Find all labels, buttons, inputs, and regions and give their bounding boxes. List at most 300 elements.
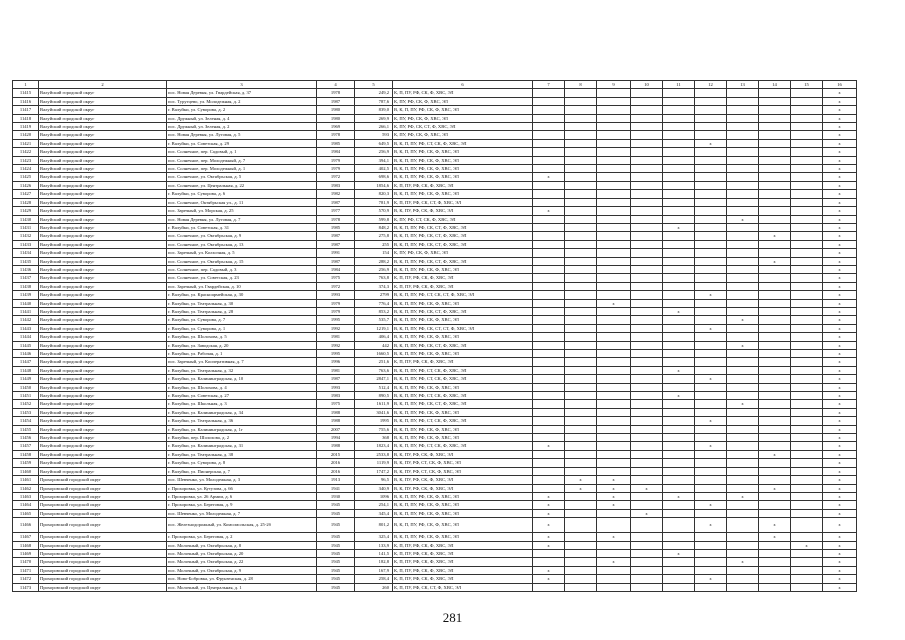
flag-8-cell — [565, 291, 597, 299]
district-cell: Валуйский городской округ — [39, 417, 167, 425]
record-number-cell: 11437 — [13, 274, 39, 282]
structural-elements-cell: К, ПУ, РФ, СК, Ф, ХВС, ЭЛ — [393, 97, 533, 105]
flag-7-cell — [533, 249, 565, 257]
table-row — [13, 518, 857, 533]
record-number-cell: 11466 — [13, 518, 39, 533]
structural-elements-cell: В, К, П, ПУ, РФ, СК, Ф, ХВС, ЭЛ — [393, 299, 533, 307]
flag-11-cell — [663, 232, 695, 240]
structural-elements-cell: В, К, П, ПУ, РФ, СТ, СК, Ф, ХВС, ЭЛ — [393, 366, 533, 374]
flag-16-cell: x — [823, 265, 857, 273]
district-cell: Прохоровский городской округ — [39, 484, 167, 492]
flag-11-cell: x — [663, 307, 695, 315]
table-row — [13, 207, 857, 215]
flag-12-cell — [695, 566, 727, 574]
area-cell: 1995 — [355, 417, 393, 425]
area-cell: 406,4 — [355, 333, 393, 341]
flag-16-cell: x — [823, 350, 857, 358]
flag-7-cell — [533, 139, 565, 147]
area-cell: 345,4 — [355, 509, 393, 517]
record-number-cell: 11453 — [13, 408, 39, 416]
flag-9-cell — [597, 417, 631, 425]
record-number-cell: 11448 — [13, 366, 39, 374]
flag-12-cell — [695, 533, 727, 541]
flag-13-cell — [727, 190, 759, 198]
structural-elements-cell: В, К, П, ПУ, РФ, СК, СТ, Ф, ХВС, ЭЛ — [393, 400, 533, 408]
record-number-cell: 11429 — [13, 207, 39, 215]
flag-13-cell — [727, 106, 759, 114]
address-cell: пос. Солнечное, ул. Октябрьская, д. 5 — [167, 173, 317, 181]
flag-7-cell — [533, 307, 565, 315]
structural-elements-cell: К, П, ПУ, РФ, СК, Ф, ХВС, ЭЛ — [393, 89, 533, 97]
flag-13-cell — [727, 358, 759, 366]
area-cell: 570,9 — [355, 207, 393, 215]
flag-13-cell — [727, 131, 759, 139]
year-built-cell: 1984 — [317, 265, 355, 273]
district-cell: Прохоровский городской округ — [39, 476, 167, 484]
area-cell: 254,1 — [355, 501, 393, 509]
flag-12-cell — [695, 541, 727, 549]
address-cell: пос. Заречный, ул. Колхозная, д. 5 — [167, 249, 317, 257]
record-number-cell: 11468 — [13, 541, 39, 549]
flag-12-cell — [695, 207, 727, 215]
flag-8-cell — [565, 501, 597, 509]
table-row — [13, 375, 857, 383]
year-built-cell: 1991 — [317, 249, 355, 257]
flag-15-cell — [791, 509, 823, 517]
area-cell: 2799 — [355, 291, 393, 299]
flag-12-cell: x — [695, 501, 727, 509]
flag-7-cell — [533, 282, 565, 290]
flag-14-cell — [759, 282, 791, 290]
district-cell: Валуйский городской округ — [39, 459, 167, 467]
flag-10-cell — [631, 165, 663, 173]
address-cell: г. Валуйки, ул. Шолохова, д. 4 — [167, 383, 317, 391]
flag-16-cell: x — [823, 333, 857, 341]
area-cell: 1747,2 — [355, 467, 393, 475]
table-row — [13, 139, 857, 147]
flag-16-cell: x — [823, 165, 857, 173]
structural-elements-cell: К, ПУ, РФ, СК, Ф, ХВС, ЭЛ — [393, 131, 533, 139]
flag-16-cell: x — [823, 240, 857, 248]
address-cell: пос. Шевченко, ул. Молодежная, д. 7 — [167, 509, 317, 517]
flag-10-cell — [631, 123, 663, 131]
flag-11-cell — [663, 434, 695, 442]
year-built-cell: 1992 — [317, 341, 355, 349]
area-cell: 2847,1 — [355, 375, 393, 383]
flag-14-cell — [759, 417, 791, 425]
flag-11-cell — [663, 265, 695, 273]
flag-11-cell — [663, 358, 695, 366]
flag-11-cell: x — [663, 549, 695, 557]
year-built-cell: 1985 — [317, 139, 355, 147]
flag-10-cell — [631, 333, 663, 341]
record-number-cell: 11458 — [13, 450, 39, 458]
flag-16-cell: x — [823, 291, 857, 299]
record-number-cell: 11421 — [13, 139, 39, 147]
flag-15-cell — [791, 181, 823, 189]
flag-9-cell — [597, 190, 631, 198]
flag-9-cell: x — [597, 501, 631, 509]
structural-elements-cell: В, К, П, ПУ, РФ, СТ, СК, Ф, ХВС, ЭЛ — [393, 139, 533, 147]
area-cell: 340,9 — [355, 484, 393, 492]
flag-15-cell — [791, 434, 823, 442]
record-number-cell: 11470 — [13, 558, 39, 566]
flag-10-cell — [631, 232, 663, 240]
flag-9-cell — [597, 139, 631, 147]
area-cell: 820,3 — [355, 190, 393, 198]
flag-12-cell — [695, 265, 727, 273]
flag-7-cell — [533, 291, 565, 299]
area-cell: 755,6 — [355, 425, 393, 433]
flag-11-cell — [663, 350, 695, 358]
area-cell: 776,4 — [355, 299, 393, 307]
structural-elements-cell: В, К, П, ПУ, РФ, СК, Ф, ХВС, ЭЛ — [393, 509, 533, 517]
structural-elements-cell: В, К, П, ПУ, РФ, СК, СТ, Ф, ХВС, ЭЛ — [393, 257, 533, 265]
flag-13-cell — [727, 350, 759, 358]
flag-14-cell — [759, 541, 791, 549]
flag-15-cell — [791, 459, 823, 467]
flag-8-cell — [565, 240, 597, 248]
flag-15-cell — [791, 476, 823, 484]
flag-11-cell — [663, 299, 695, 307]
flag-11-cell — [663, 467, 695, 475]
flag-11-cell — [663, 123, 695, 131]
flag-12-cell: x — [695, 139, 727, 147]
flag-13-cell — [727, 173, 759, 181]
district-cell: Валуйский городской округ — [39, 215, 167, 223]
flag-12-cell — [695, 232, 727, 240]
flag-10-cell: x — [631, 509, 663, 517]
address-cell: г. Валуйки, ул. Калининградская, д. 34 — [167, 408, 317, 416]
flag-9-cell — [597, 442, 631, 450]
flag-8-cell — [565, 265, 597, 273]
flag-8-cell — [565, 425, 597, 433]
district-cell: Прохоровский городской округ — [39, 566, 167, 574]
year-built-cell: 1987 — [317, 97, 355, 105]
flag-11-cell — [663, 459, 695, 467]
column-number-6: 6 — [393, 81, 533, 89]
table-row — [13, 484, 857, 492]
flag-10-cell — [631, 249, 663, 257]
record-number-cell: 11469 — [13, 549, 39, 557]
address-cell: пос. Молочный, ул. Октябрьская, д. 22 — [167, 558, 317, 566]
flag-13-cell — [727, 533, 759, 541]
flag-12-cell — [695, 484, 727, 492]
area-cell: 249,2 — [355, 89, 393, 97]
flag-12-cell — [695, 316, 727, 324]
flag-15-cell — [791, 442, 823, 450]
flag-10-cell — [631, 181, 663, 189]
flag-9-cell — [597, 341, 631, 349]
district-cell: Прохоровский городской округ — [39, 558, 167, 566]
flag-8-cell — [565, 307, 597, 315]
address-cell: пос. Молочный, ул. Октябрьская, д. 9 — [167, 566, 317, 574]
flag-14-cell — [759, 425, 791, 433]
flag-16-cell: x — [823, 299, 857, 307]
flag-10-cell — [631, 215, 663, 223]
flag-7-cell — [533, 383, 565, 391]
flag-12-cell — [695, 425, 727, 433]
address-cell: пос. Новая Деревня, ул. Луговая, д. 5 — [167, 131, 317, 139]
table-row — [13, 442, 857, 450]
flag-10-cell — [631, 518, 663, 533]
area-cell: 374,3 — [355, 282, 393, 290]
structural-elements-cell: В, К, ПУ, РФ, СТ, СК, Ф, ХВС, ЭЛ — [393, 459, 533, 467]
flag-12-cell — [695, 97, 727, 105]
flag-13-cell — [727, 299, 759, 307]
table-row — [13, 198, 857, 206]
flag-10-cell — [631, 341, 663, 349]
flag-12-cell — [695, 434, 727, 442]
flag-16-cell: x — [823, 533, 857, 541]
area-cell: 269,9 — [355, 114, 393, 122]
flag-13-cell — [727, 223, 759, 231]
district-cell: Валуйский городской округ — [39, 450, 167, 458]
address-cell: пос. Солнечное, пер. Молодежный, д. 7 — [167, 156, 317, 164]
flag-14-cell — [759, 240, 791, 248]
area-cell: 853,2 — [355, 307, 393, 315]
year-built-cell: 2015 — [317, 450, 355, 458]
structural-elements-cell: В, К, П, ПУ, РФ, СК, Ф, ХВС, ЭЛ — [393, 434, 533, 442]
table-row — [13, 575, 857, 583]
area-cell: 275,8 — [355, 232, 393, 240]
year-built-cell: 1977 — [317, 207, 355, 215]
flag-8-cell — [565, 533, 597, 541]
flag-16-cell: x — [823, 131, 857, 139]
flag-10-cell — [631, 408, 663, 416]
district-cell: Валуйский городской округ — [39, 324, 167, 332]
flag-7-cell — [533, 408, 565, 416]
flag-8-cell — [565, 156, 597, 164]
address-cell: г. Валуйки, ул. Театральная, д. 30 — [167, 299, 317, 307]
structural-elements-cell: К, П, ПУ, РФ, СК, Ф, ХВС, ЭЛ — [393, 549, 533, 557]
flag-9-cell — [597, 249, 631, 257]
record-number-cell: 11422 — [13, 148, 39, 156]
structural-elements-cell: К, ПУ, РФ, СК, Ф, ХВС, ЭЛ — [393, 249, 533, 257]
flag-10-cell — [631, 131, 663, 139]
flag-14-cell — [759, 566, 791, 574]
table-row — [13, 240, 857, 248]
flag-15-cell — [791, 89, 823, 97]
flag-13-cell — [727, 566, 759, 574]
flag-13-cell — [727, 156, 759, 164]
flag-14-cell — [759, 383, 791, 391]
flag-16-cell: x — [823, 173, 857, 181]
year-built-cell: 1945 — [317, 558, 355, 566]
flag-13-cell — [727, 274, 759, 282]
flag-12-cell: x — [695, 417, 727, 425]
flag-11-cell: x — [663, 223, 695, 231]
table-row — [13, 350, 857, 358]
flag-14-cell — [759, 291, 791, 299]
district-cell: Прохоровский городской округ — [39, 549, 167, 557]
flag-10-cell — [631, 541, 663, 549]
flag-10-cell — [631, 383, 663, 391]
flag-8-cell — [565, 442, 597, 450]
flag-10-cell — [631, 575, 663, 583]
address-cell: г. Прохоровка, ул. 26 Армии, д. 6 — [167, 492, 317, 500]
year-built-cell: 1979 — [317, 165, 355, 173]
year-built-cell: 1988 — [317, 417, 355, 425]
flag-11-cell — [663, 249, 695, 257]
flag-12-cell — [695, 350, 727, 358]
flag-14-cell — [759, 501, 791, 509]
flag-14-cell — [759, 97, 791, 105]
flag-16-cell: x — [823, 566, 857, 574]
table-row — [13, 181, 857, 189]
flag-13-cell — [727, 232, 759, 240]
flag-15-cell — [791, 215, 823, 223]
table-row — [13, 173, 857, 181]
flag-12-cell — [695, 392, 727, 400]
flag-10-cell — [631, 307, 663, 315]
record-number-cell: 11472 — [13, 575, 39, 583]
flag-9-cell — [597, 459, 631, 467]
flag-16-cell: x — [823, 459, 857, 467]
flag-15-cell — [791, 575, 823, 583]
flag-9-cell — [597, 333, 631, 341]
flag-11-cell — [663, 139, 695, 147]
flag-14-cell — [759, 215, 791, 223]
flag-7-cell: x — [533, 575, 565, 583]
flag-15-cell — [791, 223, 823, 231]
year-built-cell: 1972 — [317, 282, 355, 290]
flag-16-cell: x — [823, 583, 857, 591]
structural-elements-cell: В, К, П, ПУ, РФ, СК, СТ, Ф, ХВС, ЭЛ — [393, 341, 533, 349]
flag-16-cell: x — [823, 307, 857, 315]
flag-16-cell: x — [823, 425, 857, 433]
flag-8-cell — [565, 549, 597, 557]
structural-elements-cell: В, К, П, ПУ, РФ, СТ, СК, Ф, ХВС, ЭЛ — [393, 392, 533, 400]
flag-9-cell — [597, 575, 631, 583]
flag-13-cell: x — [727, 341, 759, 349]
flag-10-cell — [631, 156, 663, 164]
year-built-cell: 1988 — [317, 442, 355, 450]
area-cell: 154 — [355, 249, 393, 257]
flag-7-cell: x — [533, 518, 565, 533]
flag-13-cell — [727, 476, 759, 484]
flag-14-cell: x — [759, 533, 791, 541]
flag-11-cell — [663, 131, 695, 139]
record-number-cell: 11418 — [13, 114, 39, 122]
table-row — [13, 417, 857, 425]
area-cell: 133,9 — [355, 541, 393, 549]
district-cell: Валуйский городской округ — [39, 232, 167, 240]
flag-16-cell: x — [823, 575, 857, 583]
address-cell: г. Валуйки, ул. Заводская, д. 20 — [167, 341, 317, 349]
area-cell: 787,6 — [355, 97, 393, 105]
flag-7-cell — [533, 97, 565, 105]
page-number: 281 — [442, 610, 463, 625]
structural-elements-cell: В, К, П, ПУ, РФ, СК, Ф, ХВС, ЭЛ — [393, 316, 533, 324]
flag-10-cell — [631, 114, 663, 122]
flag-9-cell — [597, 223, 631, 231]
structural-elements-cell: В, К, ПУ, РФ, СТ, СК, Ф, ХВС, ЭЛ — [393, 467, 533, 475]
flag-7-cell — [533, 114, 565, 122]
column-number-4: 4 — [317, 81, 355, 89]
flag-11-cell — [663, 257, 695, 265]
flag-8-cell — [565, 139, 597, 147]
record-number-cell: 11419 — [13, 123, 39, 131]
record-number-cell: 11440 — [13, 299, 39, 307]
area-cell: 1823,4 — [355, 442, 393, 450]
table-row — [13, 307, 857, 315]
area-cell: 848,2 — [355, 223, 393, 231]
flag-14-cell — [759, 509, 791, 517]
flag-7-cell — [533, 450, 565, 458]
table-row — [13, 425, 857, 433]
area-cell: 256,9 — [355, 265, 393, 273]
flag-12-cell — [695, 509, 727, 517]
table-row — [13, 257, 857, 265]
flag-14-cell — [759, 476, 791, 484]
flag-15-cell — [791, 484, 823, 492]
table-row — [13, 89, 857, 97]
flag-9-cell — [597, 392, 631, 400]
flag-15-cell — [791, 400, 823, 408]
record-number-cell: 11462 — [13, 484, 39, 492]
flag-8-cell — [565, 249, 597, 257]
flag-15-cell — [791, 341, 823, 349]
flag-11-cell — [663, 181, 695, 189]
address-cell: г. Валуйки, ул. Суворова, д. 2 — [167, 106, 317, 114]
structural-elements-cell: В, К, П, ПУ, РФ, СК, Ф, ХВС, ЭЛ — [393, 173, 533, 181]
year-built-cell: 2016 — [317, 459, 355, 467]
flag-7-cell — [533, 131, 565, 139]
table-row — [13, 541, 857, 549]
address-cell: г. Валуйки, ул. Театральная, д. 32 — [167, 366, 317, 374]
district-cell: Валуйский городской округ — [39, 392, 167, 400]
record-number-cell: 11454 — [13, 417, 39, 425]
structural-elements-cell: К, П, ПУ, РФ, СК, Ф, ХВС, ЭЛ — [393, 274, 533, 282]
flag-14-cell — [759, 583, 791, 591]
flag-7-cell — [533, 324, 565, 332]
flag-14-cell — [759, 492, 791, 500]
district-cell: Валуйский городской округ — [39, 148, 167, 156]
table-row — [13, 533, 857, 541]
flag-10-cell — [631, 450, 663, 458]
table-row — [13, 223, 857, 231]
flag-13-cell — [727, 181, 759, 189]
record-number-cell: 11427 — [13, 190, 39, 198]
flag-16-cell: x — [823, 181, 857, 189]
area-cell: 599,8 — [355, 215, 393, 223]
flag-8-cell — [565, 106, 597, 114]
flag-13-cell — [727, 450, 759, 458]
flag-8-cell — [565, 450, 597, 458]
year-built-cell: 1945 — [317, 549, 355, 557]
flag-14-cell — [759, 223, 791, 231]
flag-13-cell — [727, 265, 759, 273]
flag-10-cell — [631, 139, 663, 147]
record-number-cell: 11461 — [13, 476, 39, 484]
flag-10-cell — [631, 442, 663, 450]
address-cell: г. Валуйки, ул. Пионерская, д. 7 — [167, 467, 317, 475]
flag-12-cell — [695, 89, 727, 97]
flag-9-cell — [597, 450, 631, 458]
structural-elements-cell: В, К, ПУ, РФ, СК, Ф, ХВС, ЭЛ — [393, 484, 533, 492]
record-number-cell: 11433 — [13, 240, 39, 248]
district-cell: Валуйский городской округ — [39, 223, 167, 231]
record-number-cell: 11467 — [13, 533, 39, 541]
record-number-cell: 11423 — [13, 156, 39, 164]
flag-9-cell — [597, 467, 631, 475]
flag-13-cell — [727, 165, 759, 173]
flag-9-cell — [597, 549, 631, 557]
flag-9-cell — [597, 316, 631, 324]
flag-16-cell: x — [823, 257, 857, 265]
flag-16-cell: x — [823, 190, 857, 198]
